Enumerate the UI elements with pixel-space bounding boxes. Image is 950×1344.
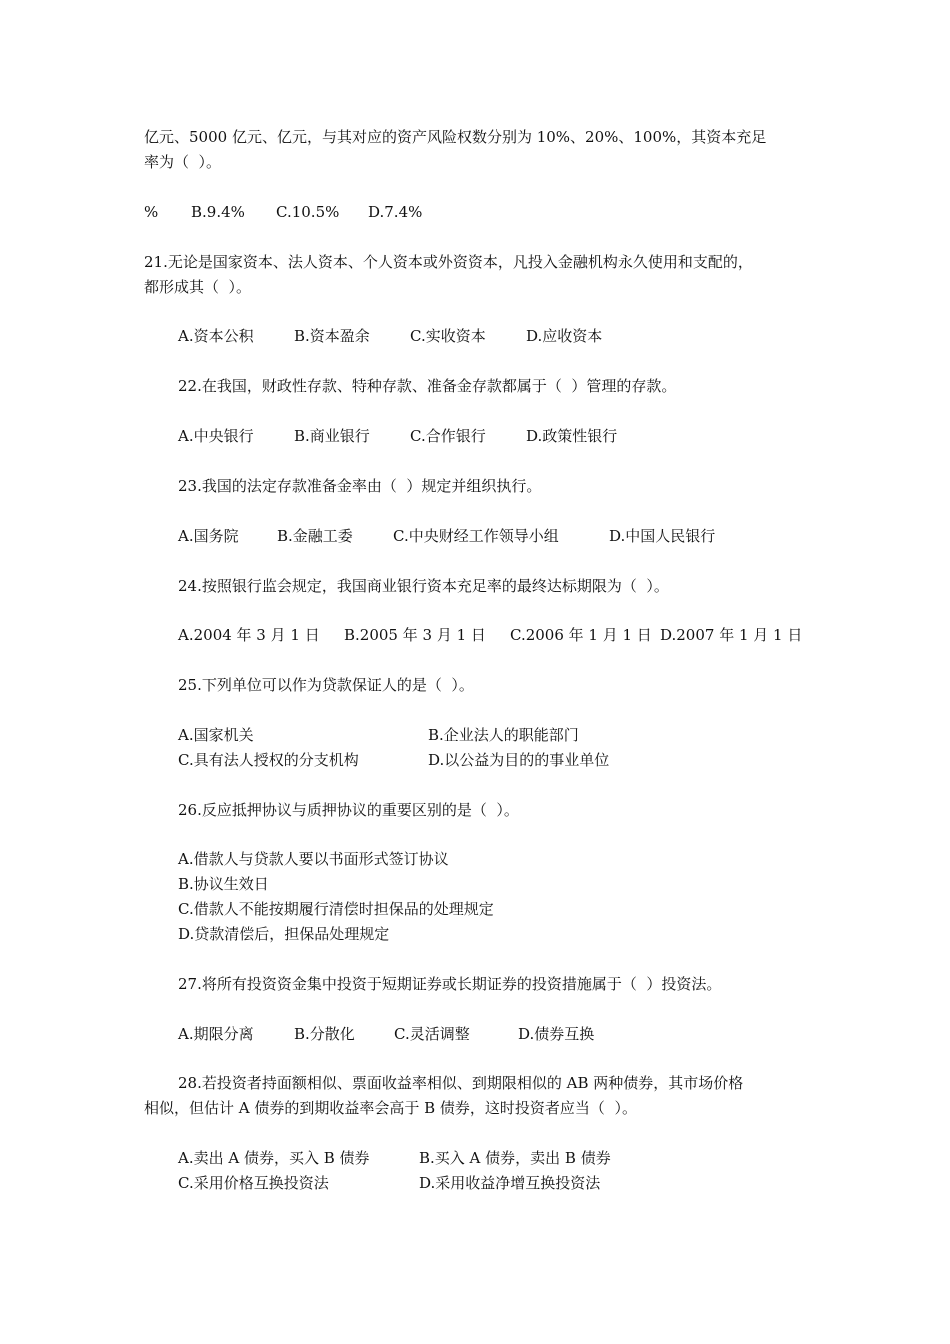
question-22-text: 22.在我国，财政性存款、特种存款、准备金存款都属于（ ）管理的存款。: [178, 377, 677, 395]
question-22-option-d: D.政策性银行: [526, 427, 618, 445]
question-22-option-a: A.中央银行: [178, 427, 254, 445]
question-20-line-1: 亿元、5000 亿元、亿元，与其对应的资产风险权数分别为 10%、20%、100%，其资本充足: [144, 128, 767, 146]
question-21-option-a: A.资本公积: [178, 327, 254, 345]
question-21-line-1: 21.无论是国家资本、法人资本、个人资本或外资资本，凡投入金融机构永久使用和支配的，: [144, 253, 753, 271]
question-21-option-b: B.资本盈余: [294, 327, 370, 345]
question-21-option-c: C.实收资本: [410, 327, 486, 345]
question-20-option-c: C.10.5%: [276, 203, 340, 221]
question-25-text: 25.下列单位可以作为贷款保证人的是（ ）。: [178, 676, 474, 694]
question-26-option-d: D.贷款清偿后，担保品处理规定: [178, 925, 390, 943]
question-20-option-a: %: [144, 203, 159, 221]
question-24-option-a: A.2004 年 3 月 1 日: [178, 626, 320, 644]
question-22-option-b: B.商业银行: [294, 427, 370, 445]
question-23-option-b: B.金融工委: [277, 527, 353, 545]
question-24-option-d: D.2007 年 1 月 1 日: [660, 626, 803, 644]
question-27-option-a: A.期限分离: [178, 1025, 254, 1043]
question-26-text: 26.反应抵押协议与质押协议的重要区别的是（ ）。: [178, 801, 519, 819]
question-27-option-d: D.债券互换: [518, 1025, 595, 1043]
question-21-line-2: 都形成其（ ）。: [144, 278, 252, 296]
question-28-option-d: D.采用收益净增互换投资法: [419, 1174, 601, 1192]
question-25-option-d: D.以公益为目的的事业单位: [428, 751, 610, 769]
question-28-option-c: C.采用价格互换投资法: [178, 1174, 329, 1192]
question-27-option-b: B.分散化: [294, 1025, 355, 1043]
question-20-line-2: 率为（ ）。: [144, 153, 222, 171]
question-28-option-a: A.卖出 A 债券，买入 B 债券: [178, 1149, 370, 1167]
question-23-option-d: D.中国人民银行: [609, 527, 716, 545]
question-27-text: 27.将所有投资资金集中投资于短期证券或长期证券的投资措施属于（ ）投资法。: [178, 975, 722, 993]
question-23-option-a: A.国务院: [178, 527, 239, 545]
question-25-option-a: A.国家机关: [178, 726, 254, 744]
question-24-option-c: C.2006 年 1 月 1 日: [510, 626, 652, 644]
question-27-option-c: C.灵活调整: [394, 1025, 470, 1043]
question-22-option-c: C.合作银行: [410, 427, 486, 445]
question-20-option-d: D.7.4%: [368, 203, 423, 221]
question-20-option-b: B.9.4%: [191, 203, 245, 221]
question-28-line-1: 28.若投资者持面额相似、票面收益率相似、到期限相似的 AB 两种债券，其市场价格: [178, 1074, 744, 1092]
question-25-option-c: C.具有法人授权的分支机构: [178, 751, 359, 769]
question-24-text: 24.按照银行监会规定，我国商业银行资本充足率的最终达标期限为（ ）。: [178, 577, 669, 595]
question-25-option-b: B.企业法人的职能部门: [428, 726, 579, 744]
question-26-option-a: A.借款人与贷款人要以书面形式签订协议: [178, 850, 449, 868]
question-23-option-c: C.中央财经工作领导小组: [393, 527, 559, 545]
question-23-text: 23.我国的法定存款准备金率由（ ）规定并组织执行。: [178, 477, 542, 495]
question-26-option-c: C.借款人不能按期履行清偿时担保品的处理规定: [178, 900, 494, 918]
question-24-option-b: B.2005 年 3 月 1 日: [344, 626, 486, 644]
question-26-option-b: B.协议生效日: [178, 875, 269, 893]
question-28-option-b: B.买入 A 债券，卖出 B 债券: [419, 1149, 611, 1167]
question-28-line-2: 相似，但估计 A 债券的到期收益率会高于 B 债券，这时投资者应当（ ）。: [144, 1099, 637, 1117]
question-21-option-d: D.应收资本: [526, 327, 603, 345]
